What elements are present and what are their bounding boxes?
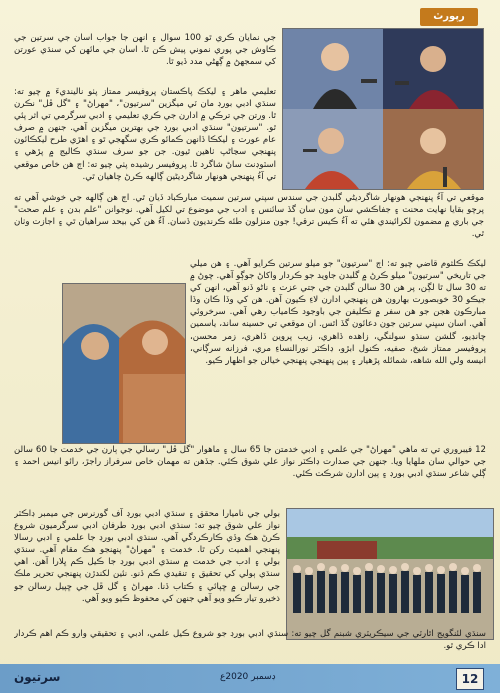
event-paragraph-2	[14, 508, 280, 626]
intro-text-2: تعليمي ماهر ۽ ليکڪ پاڪستان پروفيسر ممتاز پٺو نالينديءَ ۾ چيو ته: سنڌي ادبي بورڊ مان ٽي ميگزين "سرتيون"، "مهراڻ" ۽ "گل ڦل" نڪرن ٿا. ورتن جي ترڪي ۾ ادارن جي ڪري تعليمي ۽ ادبي سرگرمي تي اثر پئي ٿو. "سرتيون" سنڌي ادبي بورڊ جي بهترين ميگزين آهي. جنهن ۾ صرف عام عورت ۽ ليکڪا ڏانهن ڪمائو ڪري سگهجي ٿو ۽ اهڙي طرح ليکڪائون پنهنجي سڃاڻپ ٺاهين ٿيون. جن جو سرف سنڌي ڪاليج ۾ پڙهي ۽ اسٽوڊنٽ ساڻ شاگرد ٿا. پروفيسر رشيده پٺي چيو ته: اڄ هن خاص موقعي تي آءُ پنهنجي هونهار شاگرديڻين ڳالهه ڪرڻ چاهيان ٿي.	[14, 87, 276, 182]
closing-text: سنڌي لئنگويج اٿارٽي جي سيڪريٽري شبنم گل چيو ته: سنڌي ادبي بورڊ جو شروع ڪيل علمي، ادبي ۽ تحقيقي وارو ڪم اهم ڪردار ادا ڪري ٿو.	[14, 629, 486, 652]
event-paragraph	[14, 444, 486, 506]
body-paragraph	[14, 192, 484, 256]
magazine-name: سرتيون	[14, 670, 61, 684]
speakers-photo-art	[283, 29, 483, 189]
intro-paragraph-2	[14, 86, 276, 190]
page-number: 12	[456, 668, 484, 690]
group-photo-art	[287, 509, 493, 639]
speakers-photo	[282, 28, 484, 190]
audience-photo	[62, 283, 186, 444]
event-text-2: بولي جي ناميارا محقق ۽ سنڌي ادبي بورڊ آف گورنرس جي ميمبر ڊاڪٽر نواز علي شوق چيو ته: سنڌي ادبي بورڊ طرفان ادبي سرگرميون شروع ڪرڻ هڪ وڏي ڪارڪردگي آهي. سنڌي ادبي بورڊ جا علمي ۽ ادبي رسالا پنهنجي اهميت رکن ٿا. خدمت ۽ "مهراڻ" پنهنجو هڪ مقام آهي. سنڌي بولي ۽ ادب جي خدمت ۾ سنڌي ادبي بورڊ جا ڪيل ڪم ڀلارا آهن. اهي سنڌي ٻولي کي تحقيق ۽ تنقيدي ڪم ڏنو. نئين لکندڙن پنهنجي تحرير ملڪ جي رسالن ۾ ڇپائي ۽ ڪتاب ڏنا. مهراڻ ۽ گل ڦل جي ڇپيل رسالن جو ذخيرو تيار ڪيو ويو آهي جنهن کي محفوظ ڪيو ويو آهي.	[14, 509, 280, 604]
page-footer	[0, 664, 500, 693]
intro-paragraph	[14, 32, 276, 84]
quote-paragraph	[190, 258, 486, 442]
body-text: موقعي تي آءُ پنهنجي هونهار شاگرديڻي گلبدن جي سندس سپني سرتين سميت مبارڪباد ڏيان ٿي. اڄ هن ڳالهه جي خوشي آهي ته پرچو بقايا نهايت محنت ۽ جفاڪشي سان مون سان گڏ سائنس ۽ ادب جي موضوع تي لکيل آهي. نوجوانن "علم بدن ۽ علم صحت" جي باري ۾ مضمون لکرائيندي هئي ته آءُ ڪيس ترقي! جون منزلون طئه ڪرنديون ڏسان. آءُ هن کي بيحد سراهيان ٿي ۽ اجازت وٺان ٿي.	[14, 193, 484, 240]
quote-text: ليکڪ ڪلثوم قاضي چيو ته: اڄ "سرتيون" جو ميلو سرتين ڪرايو آهي. ۽ هن ميلي جي تاريخي "سرتيون" ميلو ڪرڻ ۾ گلبدن جاويد جو ڪردار واکاڻ جوڳو آهي. چوڻ ۾ ته 30 سال ٿا لڳن، پر هن 30 سالن گلبدن جي جتي عزت ۽ ناڻو ڏنو آهي، انهن کي جيڪو 30 خوبصورت بهارون هن پنهنجي ادارن لاءِ ڪيون آهن. هن کي وڏا ڪان وڏا مبارڪون هجن جو هن سفر ۾ تڪليفن جي باوجود ڪامياب رهي آهي. سرخروئي آهي. اسان سڀني سرتين جون دعائون گڏ اٿس. ان موقعي تي حسينه ساند، ياسمين چانڊيو، گلشن سنڌو سولنگي، زاهده ڏاهري، زيب پروين ڏاهري، زمر محسن، پروفيسر ممتاز شيخ، صفيه، ڪنول ابڙو، ڊاڪٽر نورالنساءِ مري، فرزانه سرڳاني، انيسه ولي الله شاهه، شمائله پڙهيار ۽ ٻين پنهنجي پنهنجي خيالن جو اظهار ڪيو.	[190, 259, 486, 366]
intro-text: جي نمايان ڪري ٿو 100 سوال ۽ انهن جا جواب اسان جي سرتين جي ڪاوش جي پوري نموني پيش ڪن ٿا. اسان جي مائهن کي سنڌي عورتن کي سمجهڻ ۾ ڳهڻي مدد ڏيو ٿا.	[14, 33, 276, 68]
closing-paragraph	[14, 628, 486, 662]
event-text: 12 فيبروري تي ته ماهي "مهراڻ" جي علمي ۽ ادبي خدمتن جا 65 سال ۽ ماهوار "گل ڦل" رسالي جي ٻارن جي خدمت جا 60 سالن جي حوالي سان ملهايا ويا. جنهن جي صدارت ڊاڪٽر نواز علي شوق ڪئي. جڏهن ته مهمان خاص سرفراز راجڙ، رائو انيس احمد ۽ ڳلي شاعر سنڌي ادبي بورڊ ۽ ٻين ادارن شرڪت ڪئي.	[14, 445, 486, 480]
issue-date: ڊسمبر 2020ع	[220, 672, 276, 682]
section-tag: رپورٽ	[420, 8, 478, 26]
audience-photo-art	[63, 284, 185, 443]
group-photo	[286, 508, 494, 640]
